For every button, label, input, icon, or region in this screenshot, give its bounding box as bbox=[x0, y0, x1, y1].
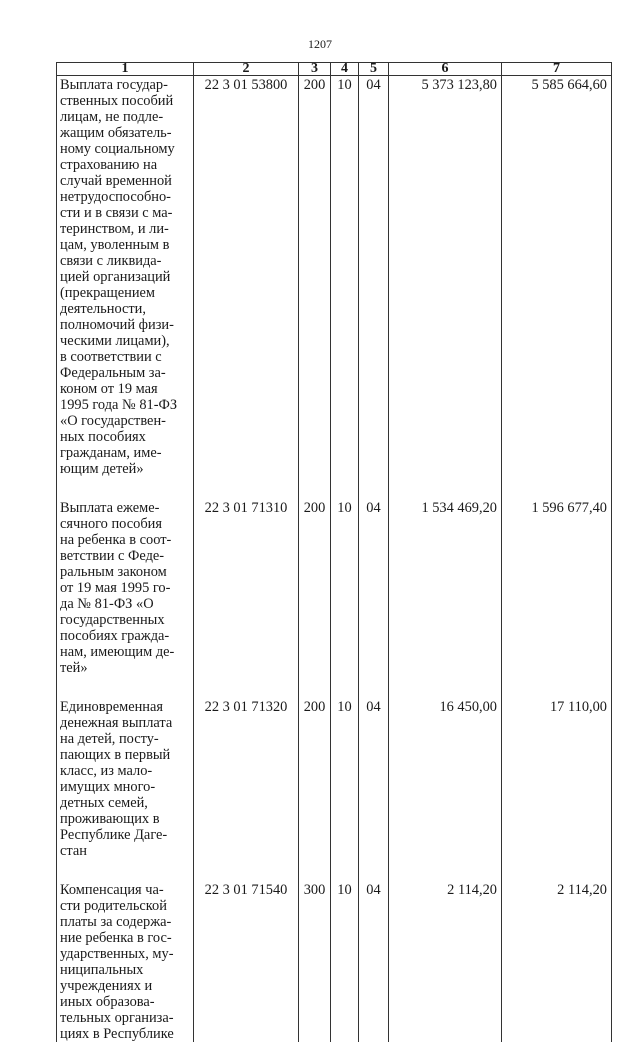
spacer-cell bbox=[57, 859, 194, 881]
description-line: жащим обязатель- bbox=[60, 125, 172, 141]
description-line: ных пособиях bbox=[60, 429, 146, 445]
spacer-cell bbox=[299, 859, 331, 881]
column-header: 5 bbox=[359, 63, 389, 76]
description-line: ветствии с Феде- bbox=[60, 548, 165, 564]
description-line: да № 81-ФЗ «О bbox=[60, 596, 154, 612]
table-row bbox=[57, 881, 612, 1042]
row-col4: 10 bbox=[331, 698, 359, 859]
description-line: 1995 года № 81-ФЗ bbox=[60, 397, 178, 413]
spacer-cell bbox=[194, 676, 299, 698]
row-amount-1: 1 534 469,20 bbox=[389, 499, 502, 676]
description-line: ние ребенка в гос- bbox=[60, 930, 172, 946]
description-line: Выплата государ- bbox=[60, 77, 168, 93]
description-line: проживающих в bbox=[60, 811, 160, 827]
description-line: лицам, не подле- bbox=[60, 109, 164, 125]
description-line: в соответствии с bbox=[60, 349, 162, 365]
spacer-cell bbox=[331, 477, 359, 499]
row-description bbox=[57, 499, 194, 676]
description-line: детных семей, bbox=[60, 795, 148, 811]
description-line: случай временной bbox=[60, 173, 172, 189]
row-amount-1: 16 450,00 bbox=[389, 698, 502, 859]
description-line: Единовременная bbox=[60, 699, 163, 715]
spacer-cell bbox=[194, 859, 299, 881]
row-col4: 10 bbox=[331, 499, 359, 676]
description-line: ственных пособий bbox=[60, 93, 174, 109]
table-row bbox=[57, 698, 612, 859]
description-line: полномочий физи- bbox=[60, 317, 174, 333]
description-line: класс, из мало- bbox=[60, 763, 153, 779]
row-description bbox=[57, 881, 194, 1042]
description-line: пающих в первый bbox=[60, 747, 171, 763]
description-line: государственных bbox=[60, 612, 165, 628]
row-amount-1: 5 373 123,80 bbox=[389, 76, 502, 478]
description-line: Выплата ежеме- bbox=[60, 500, 160, 516]
spacer-cell bbox=[389, 477, 502, 499]
spacer-cell bbox=[57, 477, 194, 499]
header-row bbox=[57, 63, 612, 76]
row-col3: 300 bbox=[299, 881, 331, 1042]
row-amount-2: 2 114,20 bbox=[502, 881, 612, 1042]
row-amount-1: 2 114,20 bbox=[389, 881, 502, 1042]
description-line: нетрудоспособно- bbox=[60, 189, 171, 205]
row-col5: 04 bbox=[359, 76, 389, 478]
description-line: сти родительской bbox=[60, 898, 167, 914]
description-line: ному социальному bbox=[60, 141, 175, 157]
spacer-cell bbox=[331, 859, 359, 881]
description-line: тельных организа- bbox=[60, 1010, 174, 1026]
row-spacer bbox=[57, 477, 612, 499]
description-line: от 19 мая 1995 го- bbox=[60, 580, 171, 596]
spacer-cell bbox=[331, 676, 359, 698]
row-col5: 04 bbox=[359, 499, 389, 676]
description-line: сти и в связи с ма- bbox=[60, 205, 173, 221]
table-row bbox=[57, 76, 612, 478]
description-line: «О государствен- bbox=[60, 413, 166, 429]
row-col3: 200 bbox=[299, 76, 331, 478]
description-line: на детей, посту- bbox=[60, 731, 159, 747]
description-line: страхованию на bbox=[60, 157, 158, 173]
spacer-cell bbox=[502, 477, 612, 499]
row-amount-2: 17 110,00 bbox=[502, 698, 612, 859]
row-col5: 04 bbox=[359, 881, 389, 1042]
description-line: ческими лицами), bbox=[60, 333, 170, 349]
page-number: 1207 bbox=[308, 37, 332, 51]
spacer-cell bbox=[502, 676, 612, 698]
description-line: иных образова- bbox=[60, 994, 155, 1010]
description-line: цам, уволенным в bbox=[60, 237, 170, 253]
column-header: 3 bbox=[299, 63, 331, 76]
description-line: ральным законом bbox=[60, 564, 167, 580]
row-col4: 10 bbox=[331, 76, 359, 478]
spacer-cell bbox=[299, 676, 331, 698]
description-line: пособиях гражда- bbox=[60, 628, 170, 644]
spacer-cell bbox=[502, 859, 612, 881]
row-code: 22 3 01 71320 bbox=[194, 698, 299, 859]
description-line: связи с ликвида- bbox=[60, 253, 162, 269]
column-header: 1 bbox=[57, 63, 194, 76]
spacer-cell bbox=[299, 477, 331, 499]
description-line: имущих много- bbox=[60, 779, 156, 795]
spacer-cell bbox=[194, 477, 299, 499]
row-amount-2: 1 596 677,40 bbox=[502, 499, 612, 676]
row-description bbox=[57, 698, 194, 859]
row-code: 22 3 01 71310 bbox=[194, 499, 299, 676]
description-line: Компенсация ча- bbox=[60, 882, 164, 898]
description-line: Федеральным за- bbox=[60, 365, 166, 381]
description-line: нам, имеющим де- bbox=[60, 644, 175, 660]
description-line: теринством, и ли- bbox=[60, 221, 169, 237]
row-spacer bbox=[57, 859, 612, 881]
description-line: платы за содержа- bbox=[60, 914, 172, 930]
row-col4: 10 bbox=[331, 881, 359, 1042]
spacer-cell bbox=[389, 859, 502, 881]
row-amount-2: 5 585 664,60 bbox=[502, 76, 612, 478]
description-line: Республике Даге- bbox=[60, 827, 168, 843]
row-col3: 200 bbox=[299, 698, 331, 859]
description-line: ющим детей» bbox=[60, 461, 144, 477]
table-row bbox=[57, 499, 612, 676]
description-line: стан bbox=[60, 843, 87, 859]
description-line: циях в Республике bbox=[60, 1026, 174, 1042]
description-line: тей» bbox=[60, 660, 88, 676]
column-header: 6 bbox=[389, 63, 502, 76]
description-line: коном от 19 мая bbox=[60, 381, 158, 397]
spacer-cell bbox=[359, 676, 389, 698]
column-header: 7 bbox=[502, 63, 612, 76]
description-line: гражданам, име- bbox=[60, 445, 162, 461]
spacer-cell bbox=[389, 676, 502, 698]
row-description bbox=[57, 76, 194, 478]
column-header: 2 bbox=[194, 63, 299, 76]
row-spacer bbox=[57, 676, 612, 698]
description-line: цией организаций bbox=[60, 269, 171, 285]
row-code: 22 3 01 53800 bbox=[194, 76, 299, 478]
description-line: (прекращением bbox=[60, 285, 156, 301]
budget-table bbox=[56, 62, 612, 1042]
description-line: ударственных, му- bbox=[60, 946, 174, 962]
description-line: на ребенка в соот- bbox=[60, 532, 172, 548]
spacer-cell bbox=[57, 676, 194, 698]
description-line: деятельности, bbox=[60, 301, 146, 317]
description-line: ниципальных bbox=[60, 962, 144, 978]
spacer-cell bbox=[359, 859, 389, 881]
row-col5: 04 bbox=[359, 698, 389, 859]
description-line: сячного пособия bbox=[60, 516, 162, 532]
row-col3: 200 bbox=[299, 499, 331, 676]
description-line: учреждениях и bbox=[60, 978, 153, 994]
spacer-cell bbox=[359, 477, 389, 499]
row-code: 22 3 01 71540 bbox=[194, 881, 299, 1042]
column-header: 4 bbox=[331, 63, 359, 76]
description-line: денежная выплата bbox=[60, 715, 173, 731]
